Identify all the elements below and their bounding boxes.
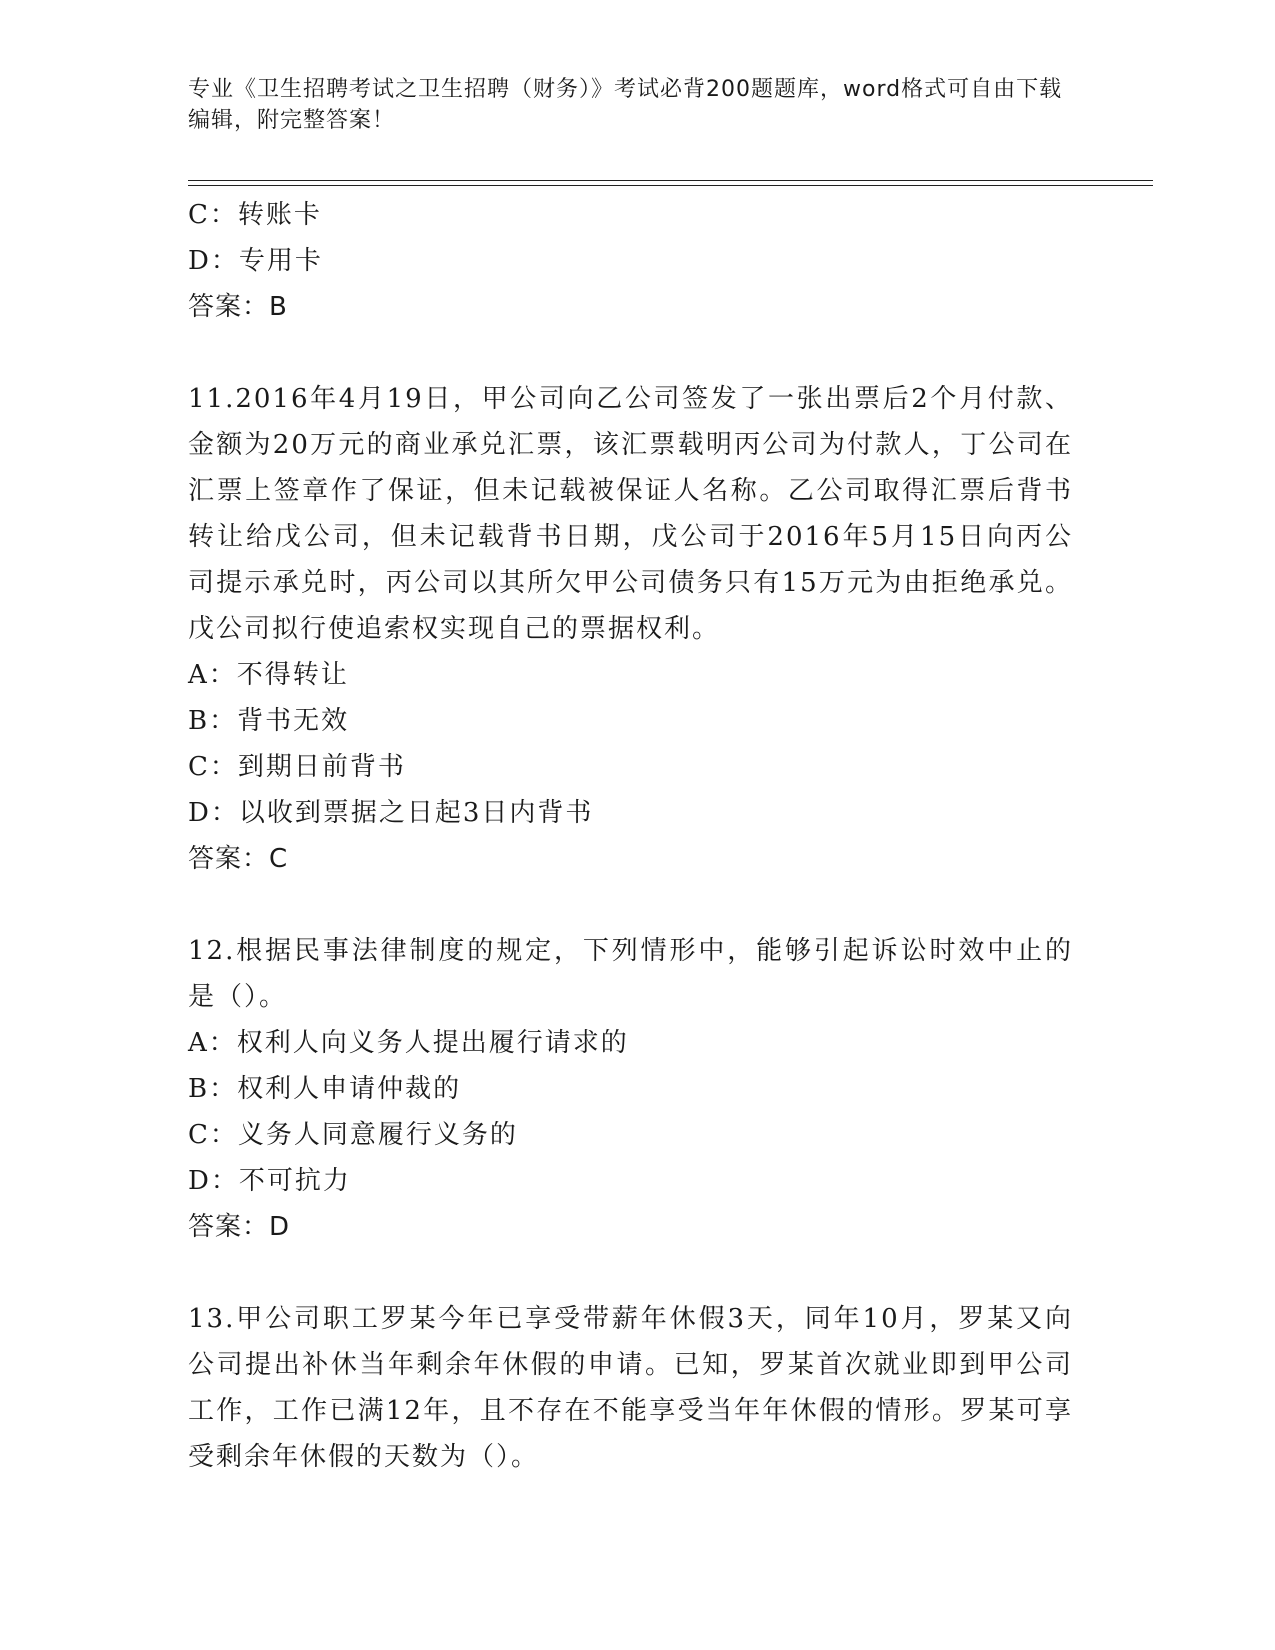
question-text: 13.甲公司职工罗某今年已享受带薪年休假3天，同年10月，罗某又向公司提出补休当年剩余年休假的申请。已知，罗某首次就业即到甲公司工作，工作已满12年，且不存在不能享受当年年休假的情形。罗某可享受剩余年休假的天数为（）。 [188,1304,1073,1472]
question-text: 11.2016年4月19日，甲公司向乙公司签发了一张出票后2个月付款、金额为20万元的商业承兑汇票，该汇票载明丙公司为付款人，丁公司在汇票上签章作了保证，但未记载被保证人名称。乙公司取得汇票后背书转让给戊公司，但未记载背书日期，戊公司于2016年5月15日向丙公司提示承兑时，丙公司以其所欠甲公司债务只有15万元为由拒绝承兑。戊公司拟行使追索权实现自己的票据权利。 [188,384,1073,644]
option-b: B：权利人申请仲裁的 [188,1074,462,1104]
option-b: B：背书无效 [188,706,350,736]
option-d: D：不可抗力 [188,1166,351,1196]
header-divider-bottom [188,185,1153,186]
answer-line: 答案：D [188,1212,291,1242]
answer-line: 答案：C [188,844,289,874]
question-text: 12.根据民事法律制度的规定，下列情形中，能够引起诉讼时效中止的是（）。 [188,936,1073,1012]
option-a: A：权利人向义务人提出履行请求的 [188,1028,629,1058]
option-c: C：到期日前背书 [188,752,406,782]
answer-line: 答案：B [188,292,288,322]
spacer [188,882,1073,928]
question-11 [188,376,1073,882]
question-12 [188,928,1073,1250]
option-c: C：转账卡 [188,200,322,230]
header-divider-top [188,180,1153,181]
option-d: D：以收到票据之日起3日内背书 [188,798,594,828]
option-a: A：不得转让 [188,660,349,690]
question-10-tail [188,192,1073,330]
spacer [188,330,1073,376]
document-body [188,192,1073,1480]
spacer [188,1250,1073,1296]
question-13 [188,1296,1073,1480]
document-header: 专业《卫生招聘考试之卫生招聘（财务）》考试必背200题题库，word格式可自由下载编辑，附完整答案！ [188,77,1063,133]
option-c: C：义务人同意履行义务的 [188,1120,518,1150]
option-d: D：专用卡 [188,246,323,276]
